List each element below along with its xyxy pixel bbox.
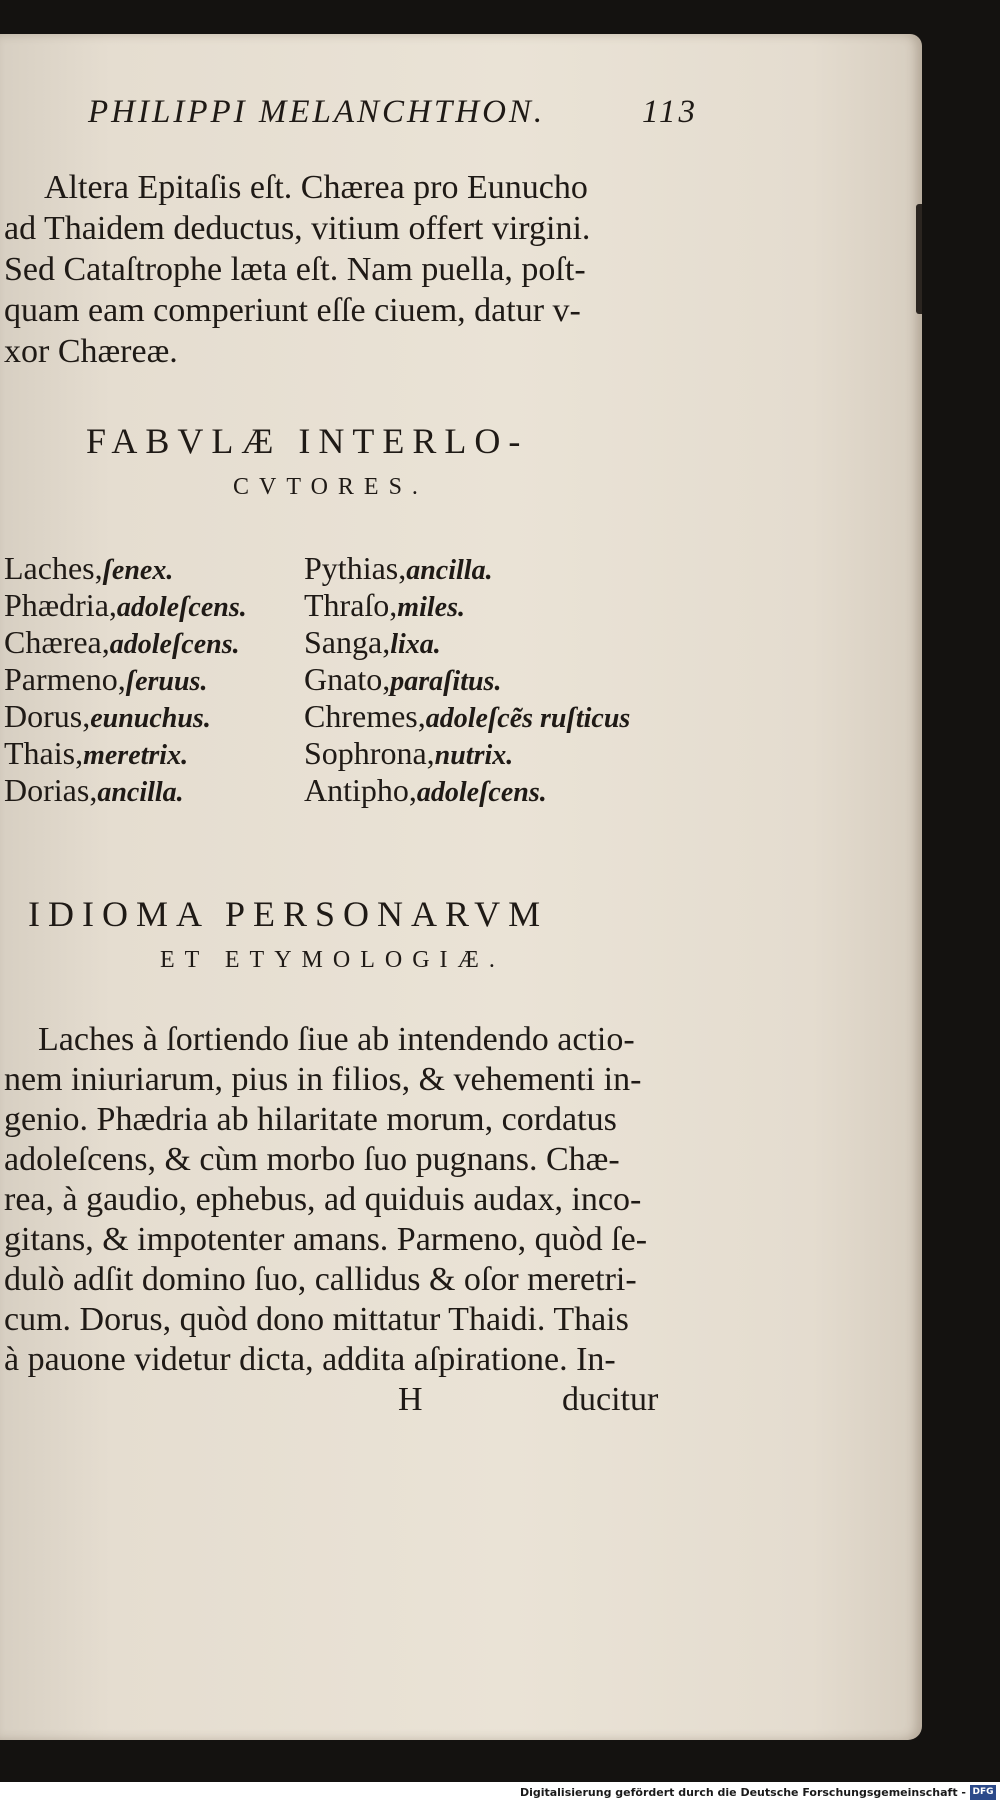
folio-number: 113 bbox=[641, 94, 698, 130]
body-line: dulò adſit domino ſuo, callidus & oſor meretri- bbox=[4, 1261, 637, 1298]
character-entry: Antipho,adoleſcens. bbox=[304, 772, 547, 808]
character-entry: Parmeno,ſeruus. bbox=[4, 661, 208, 697]
catchword: ducitur bbox=[562, 1381, 659, 1418]
character-entry: Chremes,adoleſcẽs ruſticus bbox=[304, 698, 631, 734]
body-line: nem iniuriarum, pius in filios, & vehementi in- bbox=[4, 1061, 642, 1098]
signature-mark: H bbox=[398, 1381, 423, 1418]
body-line: gitans, & impotenter amans. Parmeno, quòd ſe- bbox=[4, 1221, 648, 1258]
section-subheading-etymologiae: ET ETYMOLOGIÆ. bbox=[160, 947, 505, 973]
intro-line: quam eam comperiunt eſſe ciuem, datur v- bbox=[4, 292, 581, 329]
section-heading-idioma: IDIOMA PERSONARVM bbox=[28, 894, 549, 934]
body-line: cum. Dorus, quòd dono mittatur Thaidi. Thais bbox=[4, 1301, 629, 1338]
character-entry: Thraſo,miles. bbox=[304, 587, 465, 623]
character-entry: Sophrona,nutrix. bbox=[304, 735, 514, 771]
character-entry: Phædria,adoleſcens. bbox=[4, 587, 247, 623]
body-line: rea, à gaudio, ephebus, ad quiduis audax, inco- bbox=[4, 1181, 642, 1218]
character-entry: Dorias,ancilla. bbox=[4, 772, 184, 808]
intro-line: xor Chæreæ. bbox=[4, 333, 178, 370]
intro-line: Sed Cataſtrophe læta eſt. Nam puella, poſt- bbox=[4, 251, 586, 288]
character-entry: Gnato,paraſitus. bbox=[304, 661, 502, 697]
dfg-logo: DFG bbox=[970, 1785, 996, 1800]
body-line: Laches à ſortiendo ſiue ab intendendo actio- bbox=[38, 1021, 635, 1058]
running-head-title: PHILIPPI MELANCHTHON. bbox=[88, 94, 546, 130]
body-line: genio. Phædria ab hilaritate morum, cordatus bbox=[4, 1101, 617, 1138]
intro-line: Altera Epitaſis eſt. Chærea pro Eunucho bbox=[44, 169, 588, 206]
intro-line: ad Thaidem deductus, vitium offert virgini. bbox=[4, 210, 591, 247]
character-entry: Sanga,lixa. bbox=[304, 624, 441, 660]
character-entry: Dorus,eunuchus. bbox=[4, 698, 211, 734]
body-line: à pauone videtur dicta, addita aſpiratione. In- bbox=[4, 1341, 616, 1378]
body-line: adoleſcens, & cùm morbo ſuo pugnans. Chæ- bbox=[4, 1141, 620, 1178]
section-heading-interlocutores: FABVLÆ INTERLO- bbox=[86, 421, 529, 461]
character-entry: Thais,meretrix. bbox=[4, 735, 189, 771]
footer-credit: Digitalisierung gefördert durch die Deutsche Forschungsgemeinschaft - bbox=[519, 1786, 966, 1799]
character-entry: Laches,ſenex. bbox=[4, 550, 174, 586]
character-entry: Pythias,ancilla. bbox=[304, 550, 493, 586]
character-entry: Chærea,adoleſcens. bbox=[4, 624, 240, 660]
section-subheading-interlocutores: CVTORES. bbox=[233, 474, 428, 500]
